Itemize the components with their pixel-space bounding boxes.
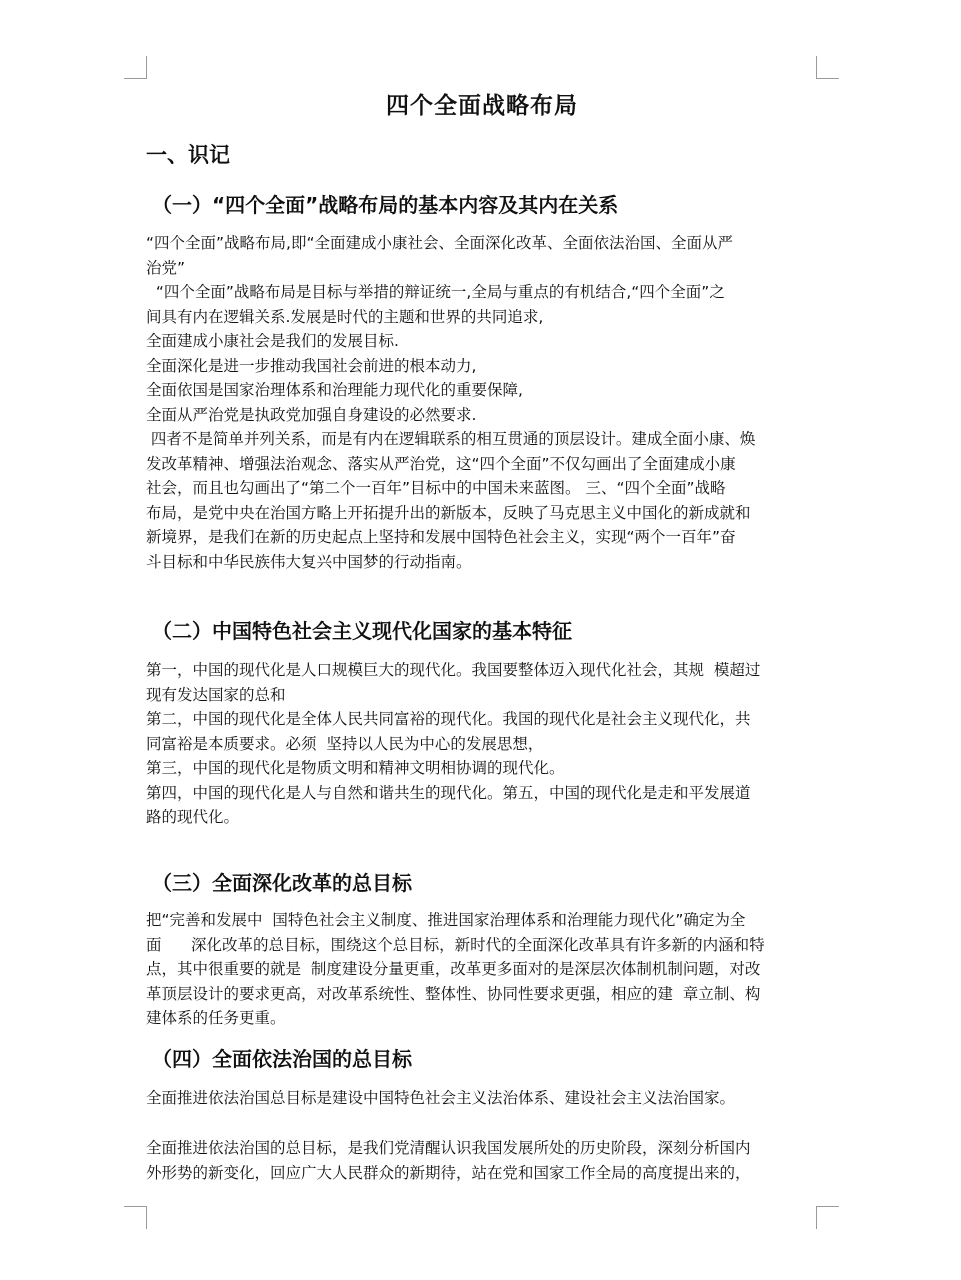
crop-mark-bottom-right xyxy=(816,1206,839,1229)
document-page xyxy=(146,88,818,1182)
body-line: 点，其中很重要的就是 制度建设分量更重，改革更多面对的是深层次体制机制问题，对改 xyxy=(146,960,761,978)
body-line: 治党” xyxy=(146,258,186,277)
body-line: 间具有内在逻辑关系.发展是时代的主题和世界的共同追求, xyxy=(146,307,544,326)
body-line: 建体系的任务更重。 xyxy=(146,1009,286,1027)
body-line: 现有发达国家的总和 xyxy=(146,685,286,704)
subsection-heading-2: （二）中国特色社会主义现代化国家的基本特征 xyxy=(152,619,572,643)
subsection-heading-4: （四）全面依法治国的总目标 xyxy=(152,1047,412,1071)
body-line: 全面推进依法治国的总目标，是我们党清醒认识我国发展所处的历史阶段，深刻分析国内 xyxy=(146,1139,751,1157)
body-line: 全面从严治党是执政党加强自身建设的必然要求. xyxy=(146,405,477,424)
subsection-heading-3: （三）全面深化改革的总目标 xyxy=(152,871,412,895)
body-line: 外形势的新变化，回应广大人民群众的新期待，站在党和国家工作全局的高度提出来的， xyxy=(146,1163,751,1182)
body-line: 第一，中国的现代化是人口规模巨大的现代化。我国要整体迈入现代化社会，其规 模超过 xyxy=(146,661,761,679)
section-heading-1: 一、识记 xyxy=(146,143,230,167)
body-line: 全面建成小康社会是我们的发展目标. xyxy=(146,332,399,350)
body-line: 社会，而且也勾画出了“第二个一百年”目标中的中国未来蓝图。 三、“四个全面”战略 xyxy=(146,479,726,497)
body-line: 全面深化是进一步推动我国社会前进的根本动力, xyxy=(146,356,477,375)
subsection-2-body xyxy=(146,658,818,830)
body-line: 第二，中国的现代化是全体人民共同富裕的现代化。我国的现代化是社会主义现代化，共 xyxy=(146,710,751,728)
body-line: 面 深化改革的总目标，围绕这个总目标，新时代的全面深化改革具有许多新的内涵和特 xyxy=(146,935,765,954)
body-line: 布局，是党中央在治国方略上开拓提升出的新版本，反映了马克思主义中国化的新成就和 xyxy=(146,503,751,522)
subsection-heading-1: （一）“四个全面”战略布局的基本内容及其内在关系 xyxy=(152,193,619,217)
crop-mark-bottom-left xyxy=(124,1206,147,1229)
body-line: “四个全面”战略布局是目标与举措的辩证统一,全局与重点的有机结合,“四个全面”之 xyxy=(146,283,725,301)
subsection-1-body xyxy=(146,231,818,574)
subsection-3-body xyxy=(146,908,818,1031)
document-title: 四个全面战略布局 xyxy=(386,93,578,119)
crop-mark-top-left xyxy=(124,56,147,79)
body-line: 革顶层设计的要求更高，对改革系统性、整体性、协同性要求更强，相应的建 章立制、构 xyxy=(146,984,761,1003)
body-line: “四个全面”战略布局,即“全面建成小康社会、全面深化改革、全面依法治国、全面从严 xyxy=(146,234,734,252)
body-line: 全面依国是国家治理体系和治理能力现代化的重要保障, xyxy=(146,381,523,399)
body-line: 全面推进依法治国总目标是建设中国特色社会主义法治体系、建设社会主义法治国家。 xyxy=(146,1089,736,1107)
body-line: 路的现代化。 xyxy=(146,808,240,826)
subsection-4-paragraph-1 xyxy=(146,1086,818,1111)
body-line: 同富裕是本质要求。必须 坚持以人民为中心的发展思想， xyxy=(146,734,544,753)
body-line: 发改革精神、增强法治观念、落实从严治党，这“四个全面”不仅勾画出了全面建成小康 xyxy=(146,454,736,473)
crop-mark-top-right xyxy=(816,56,839,79)
body-line: 把“完善和发展中 国特色社会主义制度、推进国家治理体系和治理能力现代化”确定为全 xyxy=(146,911,746,929)
body-line: 第三，中国的现代化是物质文明和精神文明相协调的现代化。 xyxy=(146,759,565,777)
body-line: 新境界，是我们在新的历史起点上坚持和发展中国特色社会主义，实现“两个一百年”奋 xyxy=(146,528,736,546)
body-line: 第四，中国的现代化是人与自然和谐共生的现代化。第五，中国的现代化是走和平发展道 xyxy=(146,783,751,802)
subsection-4-paragraph-2 xyxy=(146,1136,818,1185)
body-line: 斗目标和中华民族伟大复兴中国梦的行动指南。 xyxy=(146,552,472,571)
body-line: 四者不是简单并列关系，而是有内在逻辑联系的相互贯通的顶层设计。建成全面小康、焕 xyxy=(146,430,756,448)
